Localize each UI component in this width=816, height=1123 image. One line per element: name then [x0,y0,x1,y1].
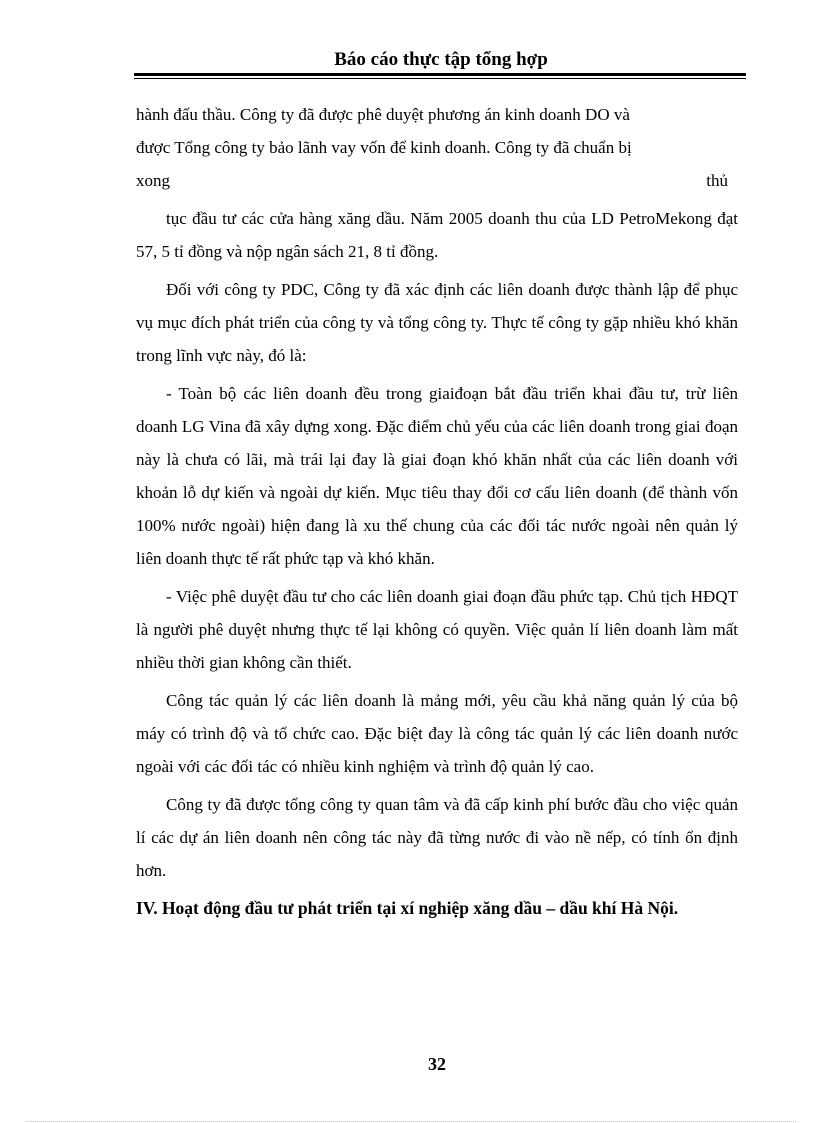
page-number: 32 [428,1054,446,1074]
paragraph-1-line-2: được Tổng công ty bảo lãnh vay vốn để kinh doanh. Công ty đã chuẩn bị [136,138,632,157]
paragraph-1-line-3-left: xong [136,171,170,190]
footer-dotted-line [26,1121,796,1122]
paragraph-3: - Toàn bộ các liên doanh đều trong giaiđoạn bắt đầu triển khai đầu tư, trừ liên doanh LG Vina đã xây dựng xong. Đặc điểm chủ yếu của các liên doanh trong giai đoạn này là chưa có lãi, mà trái lại đay là giai đoạn khó khăn nhất của các liên doanh với khoản lỗ dự kiến và ngoài dự kiến. Mục tiêu thay đổi cơ cấu liên doanh (để thành vốn 100% nước ngoài) hiện đang là xu thế chung của các đối tác nước ngoài nên quản lý liên doanh thực tế rất phức tạp và khó khăn. [136,384,738,568]
paragraph-5: Công tác quản lý các liên doanh là mảng mới, yêu cầu khả năng quản lý của bộ máy có trình độ và tổ chức cao. Đặc biệt đay là công tác quản lý các liên doanh nước ngoài với các đối tác có nhiều kinh nghiệm và trình độ quản lý cao. [136,691,738,776]
document-body [136,98,738,925]
paragraph-2: Đối với công ty PDC, Công ty đã xác định các liên doanh được thành lập để phục vụ mục đích phát triển của công ty và tổng công ty. Thực tế công ty gặp nhiều khó khăn trong lĩnh vực này, đó là: [136,280,738,365]
paragraph-6: Công ty đã được tổng công ty quan tâm và đã cấp kinh phí bước đầu cho việc quản lí các dự án liên doanh nên công tác này đã từng nước đi vào nề nếp, có tính ổn định hơn. [136,795,738,880]
paragraph-1-line-3 [136,164,738,197]
page-header-title: Báo cáo thực tập tổng hợp [334,49,548,70]
paragraph-1-continued: tục đầu tư các cửa hàng xăng dầu. Năm 2005 doanh thu của LD PetroMekong đạt 57, 5 tỉ đồng và nộp ngân sách 21, 8 tỉ đồng. [136,209,738,261]
section-heading: IV. Hoạt động đầu tư phát triển tại xí nghiệp xăng dầu – dầu khí Hà Nội. [136,898,679,918]
header-rule-thin [134,78,746,79]
paragraph-4: - Việc phê duyệt đầu tư cho các liên doanh giai đoạn đầu phức tạp. Chủ tịch HĐQT là người phê duyệt nhưng thực tế lại không có quyền. Việc quản lí liên doanh làm mất nhiều thời gian không cần thiết. [136,587,738,672]
paragraph-1-line-3-right: thủ [706,171,728,190]
paragraph-1-line-1: hành đấu thầu. Công ty đã được phê duyệt phương án kinh doanh DO và [136,105,630,124]
header-rule-thick [134,73,746,76]
